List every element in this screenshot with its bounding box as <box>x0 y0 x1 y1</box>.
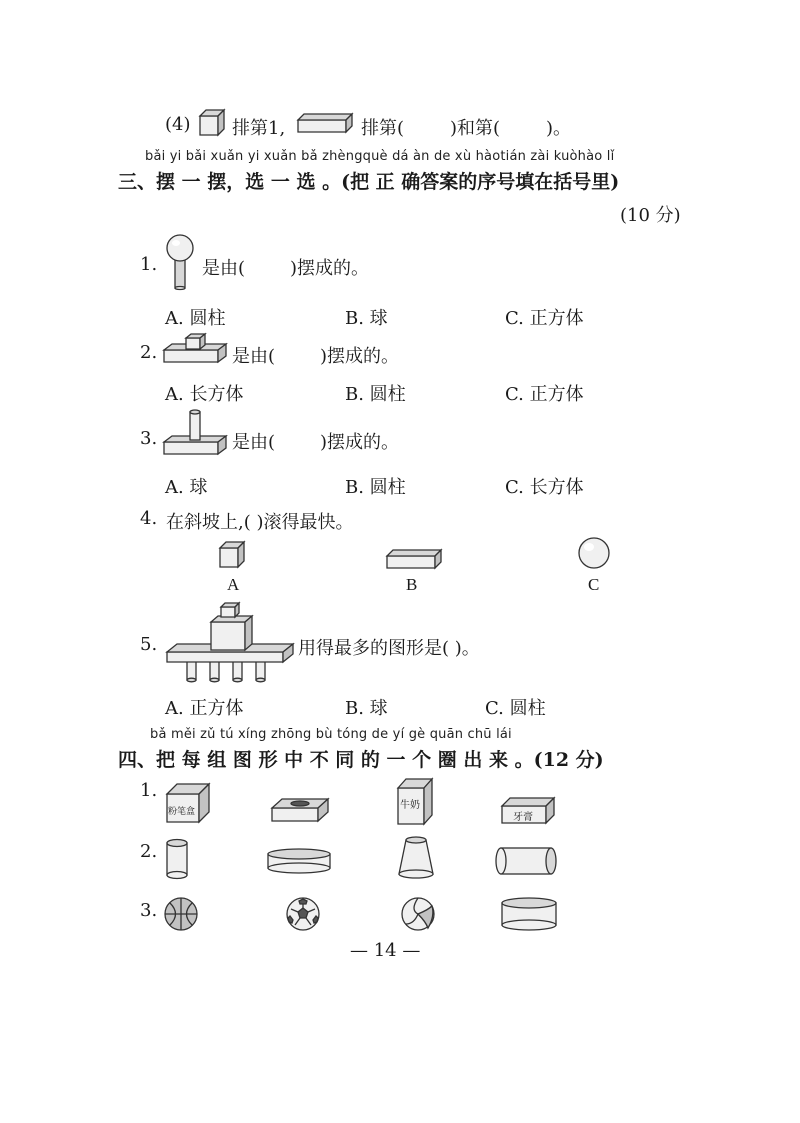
cylinder-on-slab-icon <box>162 408 230 458</box>
s3-q2-option-c: C. 正方体 <box>505 384 584 405</box>
sphere-icon <box>578 537 612 571</box>
stacked-shapes-icon <box>165 600 295 684</box>
soccer-ball-icon <box>285 896 323 934</box>
section3-score: (10 分) <box>620 205 681 226</box>
s3-q2-option-b: B. 圆柱 <box>345 384 406 405</box>
s3-q5-number: 5. <box>140 634 158 655</box>
s3-q2-number: 2. <box>140 342 158 363</box>
q4-number: (4) <box>165 114 191 135</box>
page-number: — 14 — <box>350 940 421 961</box>
s3-q1-text-b: )摆成的。 <box>290 258 370 279</box>
q4-text-4: )。 <box>546 118 572 139</box>
long-cuboid-icon <box>296 112 356 136</box>
s3-q5-option-a: A. 正方体 <box>165 698 244 719</box>
section3-title: 三、摆 一 摆，选 一 选 。(把 正 确答案的序号填在括号里) <box>118 171 620 193</box>
section4-title: 四、把 每 组 图 形 中 不 同 的 一 个 圈 出 来 。(12 分) <box>118 749 604 771</box>
section4-pinyin: bǎ měi zǔ tú xíng zhōng bù tóng de yí gè quān chū lái <box>150 727 512 742</box>
box-with-hole-icon <box>270 796 332 824</box>
milk-carton-label: 牛奶 <box>400 800 420 811</box>
flat-cylinder-icon <box>266 848 334 876</box>
horizontal-cylinder-icon <box>494 846 560 878</box>
s4-row1-number: 1. <box>140 780 158 801</box>
cube-icon <box>218 540 248 570</box>
small-cube-icon <box>198 108 226 138</box>
s3-q2-option-a: A. 长方体 <box>165 384 244 405</box>
s3-q4-label-b: B <box>406 575 418 594</box>
s3-q3-option-a: A. 球 <box>165 477 208 498</box>
s3-q1-number: 1. <box>140 254 158 275</box>
basketball-icon <box>163 896 201 934</box>
cube-on-slab-icon <box>162 332 230 366</box>
s3-q1-option-a: A. 圆柱 <box>165 308 226 329</box>
ball-on-stick-icon <box>163 234 197 290</box>
s3-q2-text-b: )摆成的。 <box>320 346 400 367</box>
s3-q3-number: 3. <box>140 428 158 449</box>
q4-text-3: )和第( <box>450 118 501 139</box>
s3-q1-option-c: C. 正方体 <box>505 308 584 329</box>
s3-q5-option-c: C. 圆柱 <box>485 698 546 719</box>
s3-q2-text-a: 是由( <box>232 346 276 367</box>
s3-q3-text-a: 是由( <box>232 432 276 453</box>
volleyball-icon <box>400 896 438 934</box>
short-cylinder-icon <box>500 896 560 934</box>
s3-q1-option-b: B. 球 <box>345 308 388 329</box>
q4-text-2: 排第( <box>361 118 405 139</box>
truncated-cone-icon <box>396 834 436 880</box>
s4-row2-number: 2. <box>140 841 158 862</box>
section3-pinyin: bǎi yi bǎi xuǎn yi xuǎn bǎ zhèngquè dá àn de xù hàotián zài kuòhào lǐ <box>145 149 615 164</box>
s3-q1-text-a: 是由( <box>202 258 246 279</box>
s3-q4-text: 在斜坡上,( )滚得最快。 <box>166 512 354 533</box>
s3-q4-label-c: C <box>588 575 600 594</box>
q4-text-1: 排第1, <box>232 118 286 139</box>
s3-q3-option-b: B. 圆柱 <box>345 477 406 498</box>
tall-cylinder-icon <box>165 838 191 880</box>
s3-q4-label-a: A <box>227 575 240 594</box>
s4-row3-number: 3. <box>140 900 158 921</box>
s3-q3-option-c: C. 长方体 <box>505 477 584 498</box>
chalk-box-label: 粉笔盒 <box>168 807 196 817</box>
s3-q4-number: 4. <box>140 508 158 529</box>
cuboid-icon <box>385 548 445 570</box>
s3-q5-option-b: B. 球 <box>345 698 388 719</box>
s3-q3-text-b: )摆成的。 <box>320 432 400 453</box>
s3-q5-text: 用得最多的图形是( )。 <box>298 638 480 659</box>
toothpaste-box-label: 牙膏 <box>513 812 533 823</box>
